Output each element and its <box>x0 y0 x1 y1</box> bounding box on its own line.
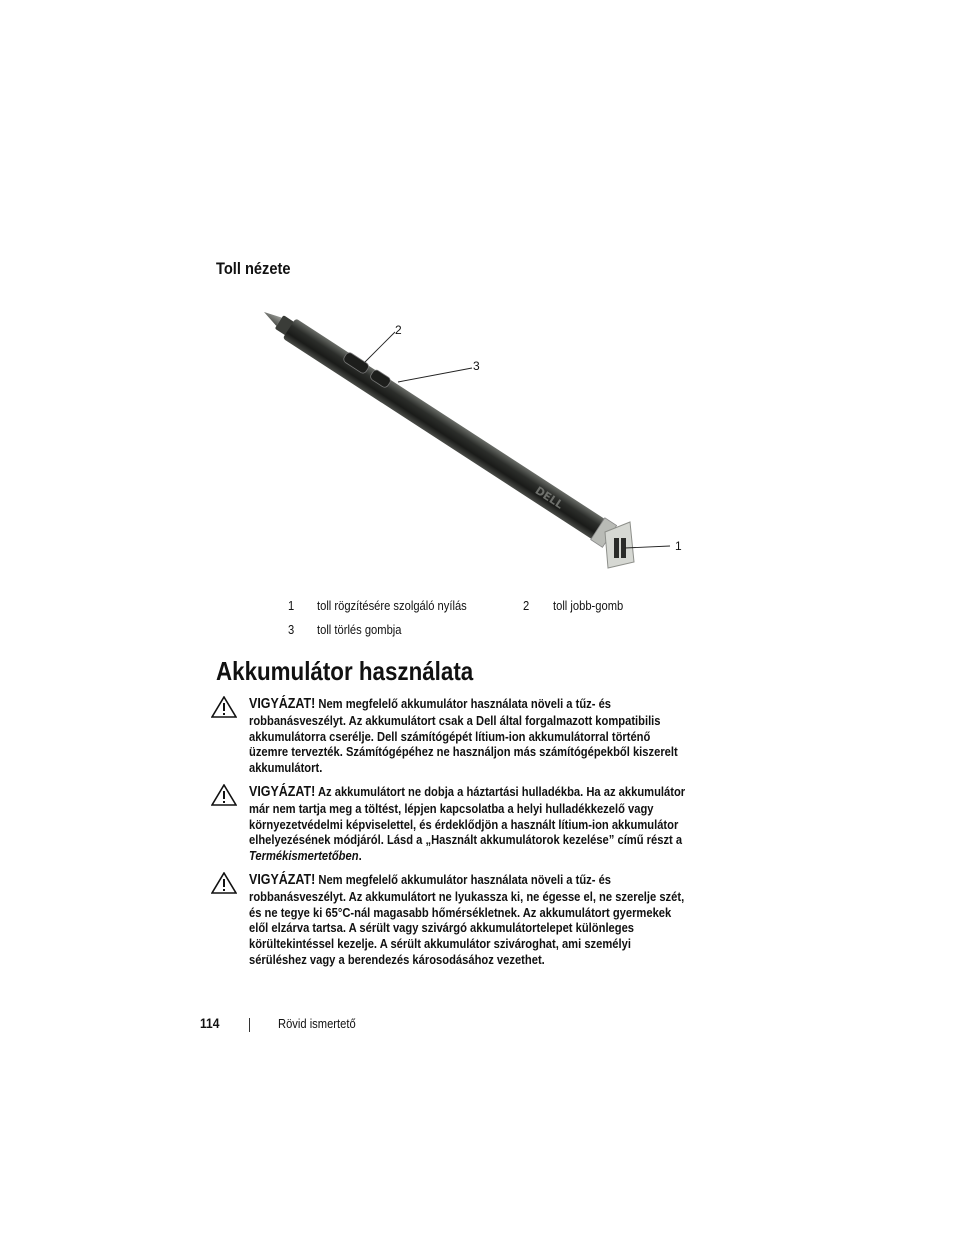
warning-line-suffix: . <box>358 848 362 864</box>
legend-num-2: 2 <box>523 598 530 613</box>
callout-3: 3 <box>473 359 480 373</box>
warning-line: robbanásveszélyt. Az akkumulátort csak a Dell által forgalmazott kompatibilis <box>249 712 661 728</box>
warning-line: elhelyezésének módjáról. Lásd a „Használt akkumulátorok kezelése” című részt a <box>249 832 683 848</box>
warning-label: VIGYÁZAT! <box>249 872 316 888</box>
footer-separator <box>249 1018 250 1032</box>
warning-line: elől elzárva tartsa. A sérült vagy szivárgó akkumulátortelepet különleges <box>249 920 635 936</box>
warning-line: körültekintéssel kezelje. A sérült akkumulátor szivároghat, ami személyi <box>249 936 631 952</box>
warning-triangle-icon <box>211 784 237 806</box>
warning-line: robbanásveszélyt. Az akkumulátort ne lyukassza ki, ne égesse el, ne szerelje szét, <box>249 888 685 904</box>
warning-line: már nem tartja meg a töltést, lépjen kapcsolatba a helyi hulladékkezelő vagy <box>249 800 654 816</box>
page-number: 114 <box>200 1015 220 1031</box>
warning-line: környezetvédelmi képviselettel, és érdeklődjön a használt lítium-ion akkumulátor <box>249 816 679 832</box>
dell-logo: DELL <box>532 483 566 512</box>
legend-text-2: toll jobb-gomb <box>553 598 624 613</box>
footer-title: Rövid ismertető <box>278 1016 356 1031</box>
warning-line: akkumulátort. <box>249 760 323 776</box>
legend-text-1: toll rögzítésére szolgáló nyílás <box>317 598 467 613</box>
main-heading: Akkumulátor használata <box>216 656 474 686</box>
warning-line: Nem megfelelő akkumulátor használata növeli a tűz- és <box>318 872 612 887</box>
legend-num-1: 1 <box>288 598 295 613</box>
warning-line: és ne tegye ki 65°C-nál magasabb hőmérsékletnek. Az akkumulátort gyermekek <box>249 904 672 920</box>
warning-label: VIGYÁZAT! <box>249 784 316 800</box>
pen-illustration <box>250 300 700 580</box>
warning-line: Nem megfelelő akkumulátor használata növeli a tűz- és <box>318 696 612 711</box>
section-heading: Toll nézete <box>216 259 291 278</box>
warning-line: üzemre tervezték. Számítógépéhez ne használjon más számítógépekből kiszerelt <box>249 744 678 760</box>
callout-2: 2 <box>395 323 402 337</box>
legend-text-3: toll törlés gombja <box>317 622 402 637</box>
warning-label: VIGYÁZAT! <box>249 696 316 712</box>
italic-reference: Termékismertetőben <box>249 848 359 864</box>
warning-line: akkumulátorra cserélje. Dell számítógépét lítium-ion akkumulátorral történő <box>249 728 651 744</box>
warning-line: Az akkumulátort ne dobja a háztartási hulladékba. Ha az akkumulátor <box>317 784 686 799</box>
callout-1: 1 <box>675 539 682 553</box>
legend-num-3: 3 <box>288 622 295 637</box>
warning-triangle-icon <box>211 696 237 718</box>
warning-triangle-icon <box>211 872 237 894</box>
warning-line: sérüléshez vagy a berendezés károsodásához vezethet. <box>249 951 545 967</box>
